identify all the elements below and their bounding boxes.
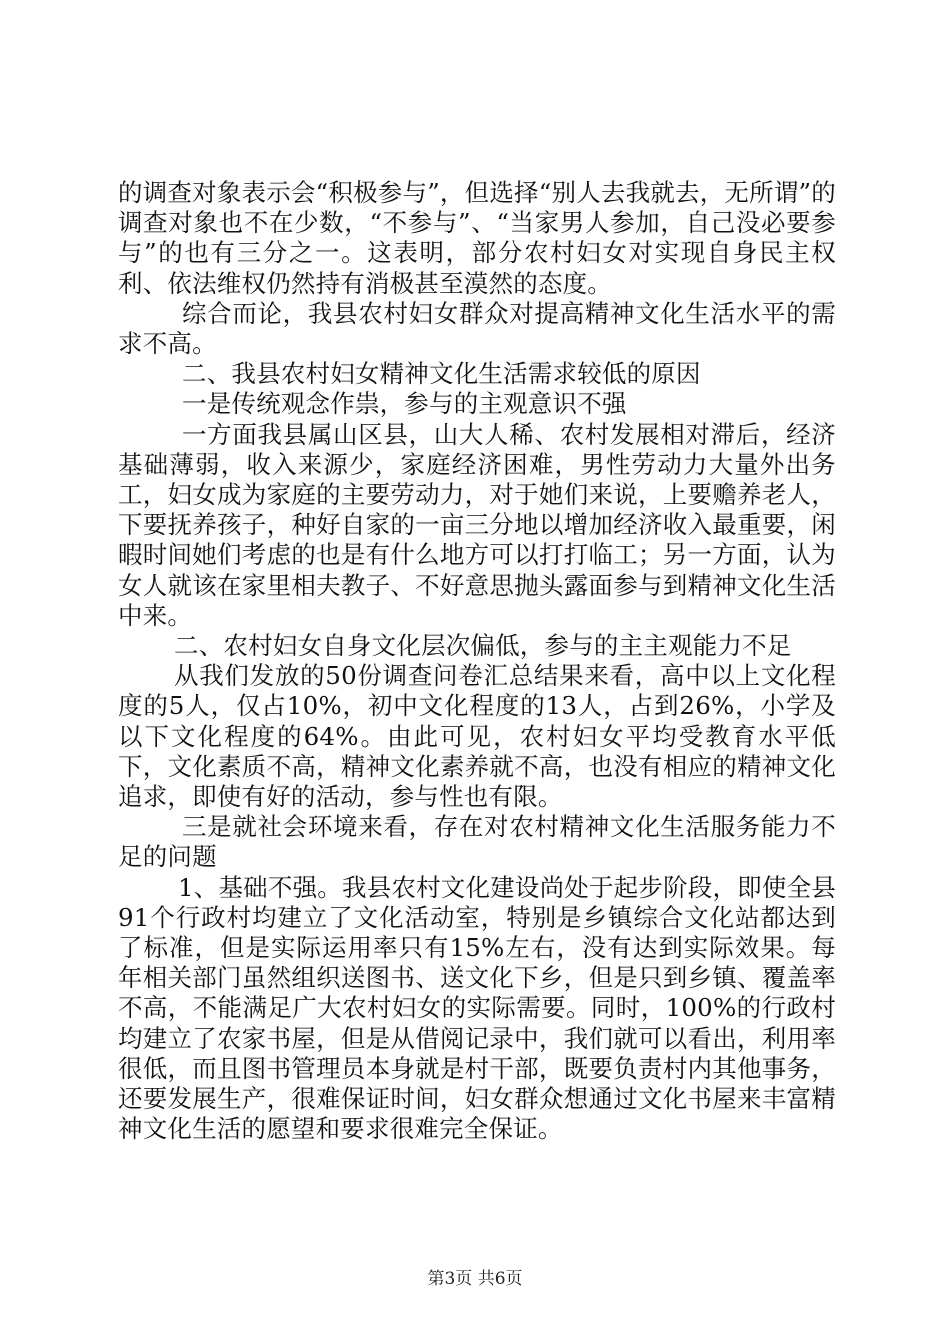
page-footer: 第3页 共6页 bbox=[427, 1269, 523, 1289]
section-heading-reasons: 二、我县农村妇女精神文化生活需求较低的原因 bbox=[182, 359, 701, 389]
body-paragraph-weak-foundation: 1、基础不强。我县农村文化建设尚处于起步阶段，即使全县91个行政村均建立了文化活动室，特别是乡镇综合文化站都达到了标准，但是实际运用率只有15%左右，没有达到实际效果。每年相关部门虽然组织送图书、送文化下乡，但是只到乡镇、覆盖率不高，不能满足广大农村妇女的实际需要。同时，100%的行政村均建立了农家书屋，但是从借阅记录中，我们就可以看出，利用率很低，而且图书管理员本身就是村干部，既要负责村内其他事务，还要发展生产，很难保证时间，妇女群众想通过文化书屋来丰富精神文化生活的愿望和要求很难完全保证。 bbox=[118, 872, 836, 1144]
body-paragraph-continued: 的调查对象表示会“积极参与”，但选择“别人去我就去，无所谓”的调查对象也不在少数，“不参与”、“当家男人参加，自己没必要参与”的也有三分之一。这表明，部分农村妇女对实现自身民主权利、依法维权仍然持有消极甚至漠然的态度。 bbox=[118, 178, 836, 298]
subheading-social-environment: 三是就社会环境来看，存在对农村精神文化生活服务能力不足的问题 bbox=[118, 812, 836, 872]
body-paragraph-survey-results: 从我们发放的50份调查问卷汇总结果来看，高中以上文化程度的5人，仅占10%，初中文化程度的13人，占到26%，小学及以下文化程度的64%。由此可见，农村妇女平均受教育水平低下，文化素质不高，精神文化素养就不高，也没有相应的精神文化追求，即使有好的活动，参与性也有限。 bbox=[118, 661, 836, 812]
body-paragraph-traditional-concepts: 一方面我县属山区县，山大人稀、农村发展相对滞后，经济基础薄弱，收入来源少，家庭经济困难，男性劳动力大量外出务工，妇女成为家庭的主要劳动力，对于她们来说，上要赡养老人，下要抚养孩子，种好自家的一亩三分地以增加经济收入最重要，闲暇时间她们考虑的也是有什么地方可以打打临工；另一方面，认为女人就该在家里相夫教子、不好意思抛头露面参与到精神文化生活中来。 bbox=[118, 419, 836, 630]
subheading-education-level: 二、农村妇女自身文化层次偏低，参与的主主观能力不足 bbox=[174, 631, 792, 661]
document-body bbox=[118, 178, 836, 1145]
subheading-traditional-concepts: 一是传统观念作祟，参与的主观意识不强 bbox=[182, 389, 627, 419]
summary-paragraph: 综合而论，我县农村妇女群众对提高精神文化生活水平的需求不高。 bbox=[118, 298, 836, 359]
